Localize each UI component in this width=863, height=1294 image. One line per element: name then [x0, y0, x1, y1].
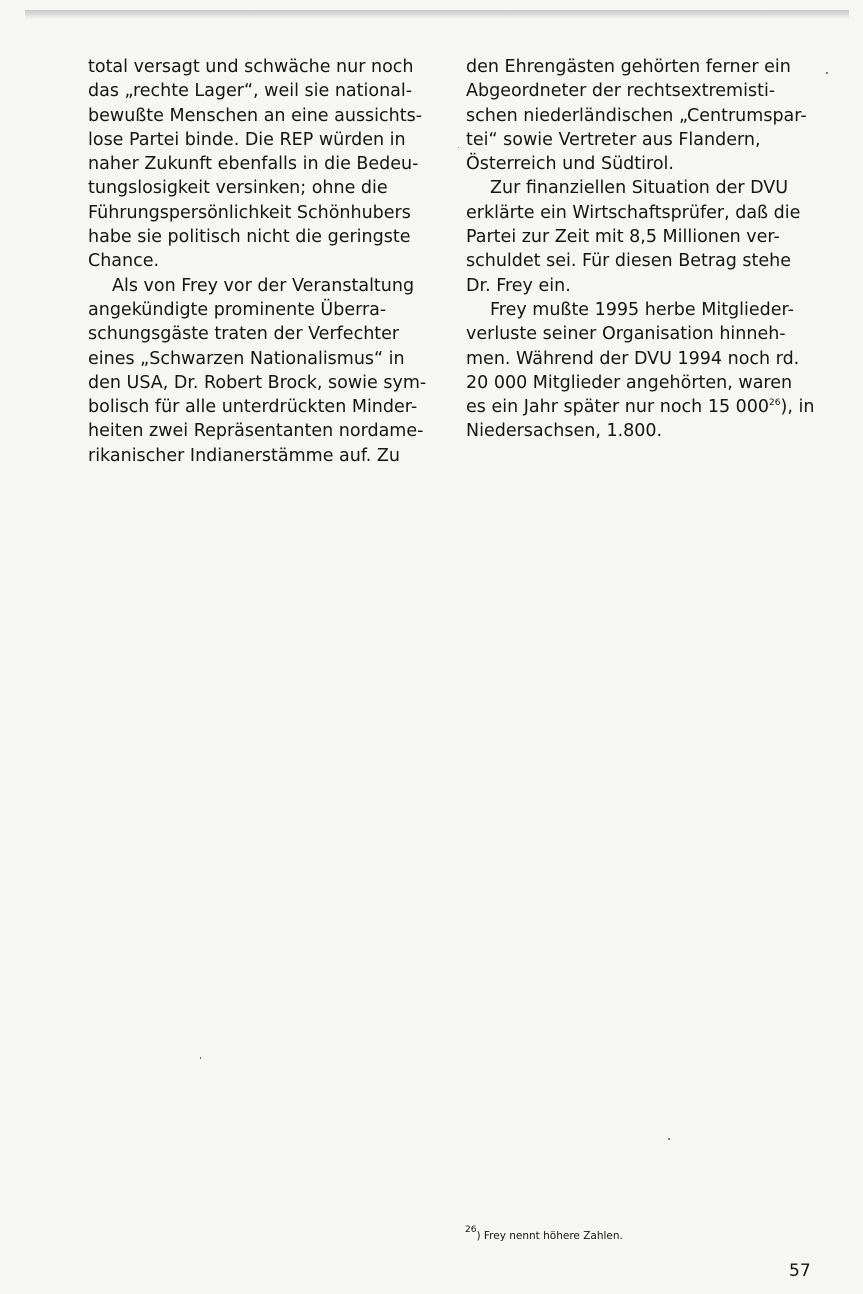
text-segment: ), in	[780, 397, 815, 418]
scan-speck	[458, 147, 459, 148]
footnote-text: ) Frey nennt höhere Zahlen.	[476, 1230, 623, 1242]
footnote-marker: 26	[465, 1225, 477, 1235]
text-line: schungsgäste traten der Verfechter	[88, 324, 400, 345]
text-line: men. Während der DVU 1994 noch rd.	[466, 348, 800, 369]
text-line: 20 000 Mitglieder angehörten, waren	[466, 372, 793, 393]
text-line: Partei zur Zeit mit 8,5 Millionen ver-	[466, 227, 780, 248]
text-line: total versagt und schwäche nur noch	[88, 57, 414, 77]
text-line: eines „Schwarzen Nationalismus“ in	[88, 348, 405, 369]
text-line: Abgeordneter der rechtsextremisti-	[466, 81, 776, 102]
text-line: angekündigte prominente Überra-	[88, 299, 387, 320]
text-line: den Ehrengästen gehörten ferner ein	[466, 57, 791, 77]
left-text-column	[88, 55, 438, 468]
page-number: 57	[789, 1261, 811, 1281]
text-line: tungslosigkeit versinken; ohne die	[88, 178, 388, 199]
text-line: tei“ sowie Vertreter aus Flandern,	[466, 129, 761, 150]
text-line: erklärte ein Wirtschaftsprüfer, daß die	[466, 202, 801, 223]
text-line: habe sie politisch nicht die geringste	[88, 227, 411, 248]
footnote-reference[interactable]: 26	[769, 398, 781, 409]
text-line: Führungspersönlichkeit Schönhubers	[88, 202, 411, 223]
text-line: Österreich und Südtirol.	[466, 154, 674, 175]
text-line: Zur finanziellen Situation der DVU	[490, 178, 789, 199]
text-line: naher Zukunft ebenfalls in die Bedeu-	[88, 154, 419, 175]
text-line: schuldet sei. Für diesen Betrag stehe	[466, 251, 792, 272]
scan-speck	[826, 72, 828, 74]
text-line: den USA, Dr. Robert Brock, sowie sym-	[88, 372, 427, 393]
text-line: Chance.	[88, 251, 160, 272]
text-line: Als von Frey vor der Veranstaltung	[112, 275, 415, 296]
text-line: rikanischer Indianerstämme auf. Zu	[88, 445, 400, 466]
scan-speck	[200, 1057, 201, 1059]
footnote	[465, 1225, 623, 1243]
scan-speck	[668, 1138, 670, 1140]
text-line: Niedersachsen, 1.800.	[466, 421, 663, 442]
text-line: Dr. Frey ein.	[466, 275, 571, 296]
text-line: heiten zwei Repräsentanten nordame-	[88, 421, 424, 442]
text-segment: es ein Jahr später nur noch 15 000	[466, 397, 770, 418]
text-line: bewußte Menschen an eine aussichts-	[88, 105, 423, 126]
text-line: lose Partei binde. Die REP würden in	[88, 129, 406, 150]
text-line: bolisch für alle unterdrückten Minder-	[88, 397, 418, 418]
text-line: das „rechte Lager“, weil sie national-	[88, 81, 413, 102]
text-line: Frey mußte 1995 herbe Mitglieder-	[490, 299, 794, 320]
scan-edge-shadow	[25, 10, 849, 19]
text-line-with-footnote-ref	[466, 395, 816, 419]
text-line: schen niederländischen „Centrumspar-	[466, 105, 807, 126]
text-line: verluste seiner Organisation hinneh-	[466, 324, 786, 345]
right-text-column	[466, 55, 816, 444]
